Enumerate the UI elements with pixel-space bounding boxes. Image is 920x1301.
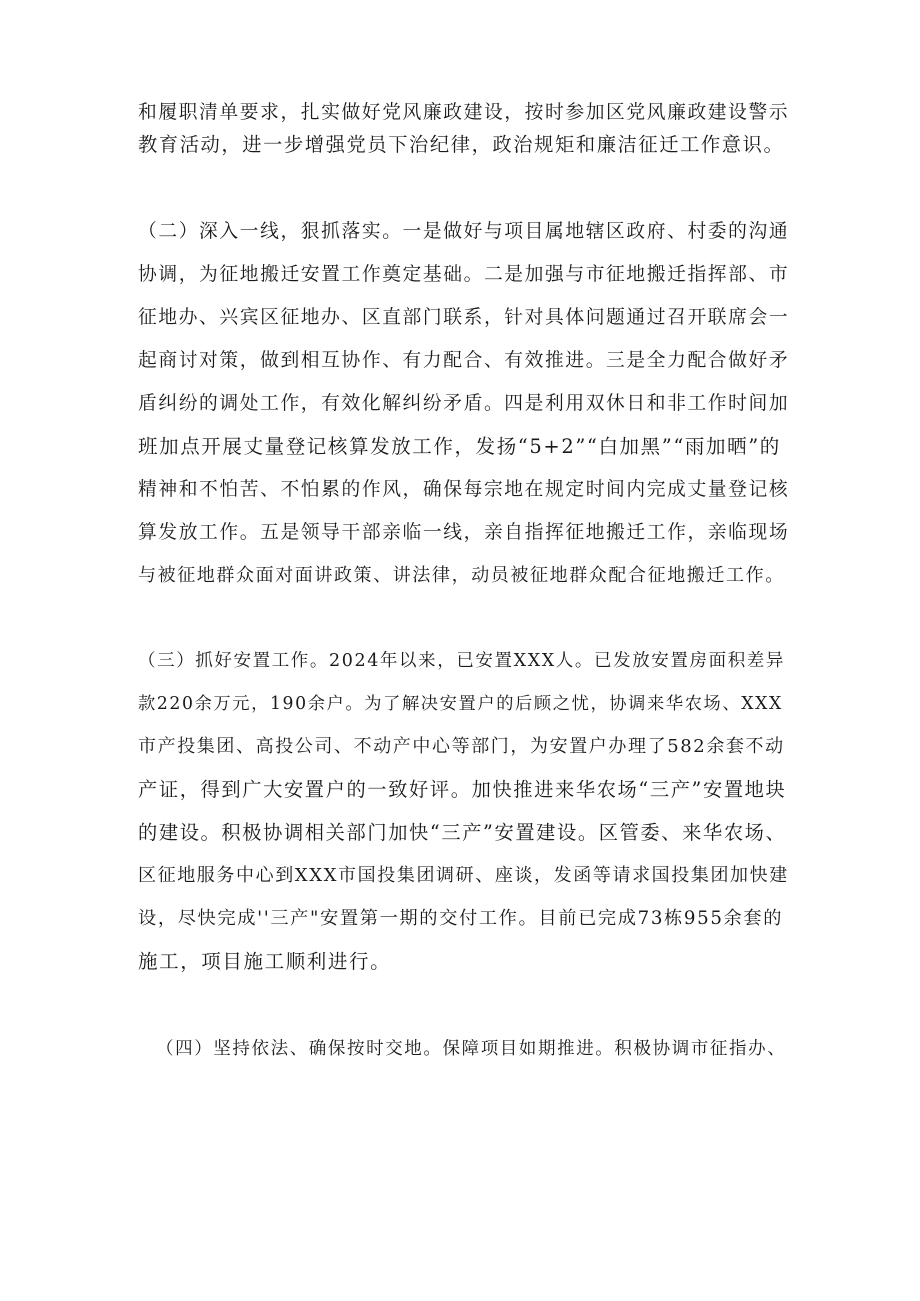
text-line: 盾纠纷的调处工作，有效化解纠纷矛盾。四是利用双休日和非工作时间加 bbox=[138, 393, 790, 414]
text-line: 的建设。积极协调相关部门加快“三产”安置建设。区管委、来华农场、 bbox=[138, 821, 787, 844]
text-line: 设，尽快完成''三产"安置第一期的交付工作。目前已完成73栋955余套的 bbox=[138, 908, 784, 929]
text-line: 班加点开展丈量登记核算发放工作，发扬“5+2”“白加黑”“雨加晒”的 bbox=[138, 435, 781, 458]
text-line: 与被征地群众面对面讲政策、讲法律，动员被征地群众配合征地搬迁工作。 bbox=[138, 565, 785, 586]
text-line: （三）抓好安置工作。2024年以来，已安置XXX人。已发放安置房面积差异 bbox=[138, 651, 786, 671]
text-line: 施工，项目施工顺利进行。 bbox=[138, 950, 392, 973]
text-line: 算发放工作。五是领导干部亲临一线，亲自指挥征地搬迁工作，亲临现场 bbox=[138, 522, 790, 543]
text-line: 产证，得到广大安置户的一致好评。加快推进来华农场“三产”安置地块 bbox=[138, 778, 787, 801]
text-line: 教育活动，进一步增强党员下治纪律，政治规矩和廉洁征迁工作意识。 bbox=[138, 133, 785, 156]
text-line: 区征地服务中心到XXX市国投集团调研、座谈，发函等请求国投集团加快建 bbox=[138, 865, 789, 886]
text-line: 协调，为征地搬迁安置工作奠定基础。二是加强与市征地搬迁指挥部、市 bbox=[138, 264, 790, 285]
text-line: （四）坚持依法、确保按时交地。保障项目如期推进。积极协调市征指办、 bbox=[156, 1039, 787, 1059]
text-line: 市产投集团、高投公司、不动产中心等部门，为安置户办理了582余套不动 bbox=[138, 736, 785, 757]
text-line: 征地办、兴宾区征地办、区直部门联系，针对具体问题通过召开联席会一 bbox=[138, 307, 790, 328]
text-line: 起商讨对策，做到相互协作、有力配合、有效推进。三是全力配合做好矛 bbox=[138, 350, 790, 371]
text-line: 款220余万元，190余户。为了解决安置户的后顾之忧，协调来华农场、XXX bbox=[138, 694, 783, 714]
text-line: 和履职清单要求，扎实做好党风廉政建设，按时参加区党风廉政建设警示 bbox=[138, 102, 790, 123]
text-line: （二）深入一线，狠抓落实。一是做好与项目属地辖区政府、村委的沟通 bbox=[138, 221, 790, 242]
text-line: 精神和不怕苦、不怕累的作风，确保每宗地在规定时间内完成丈量登记核 bbox=[138, 479, 790, 500]
